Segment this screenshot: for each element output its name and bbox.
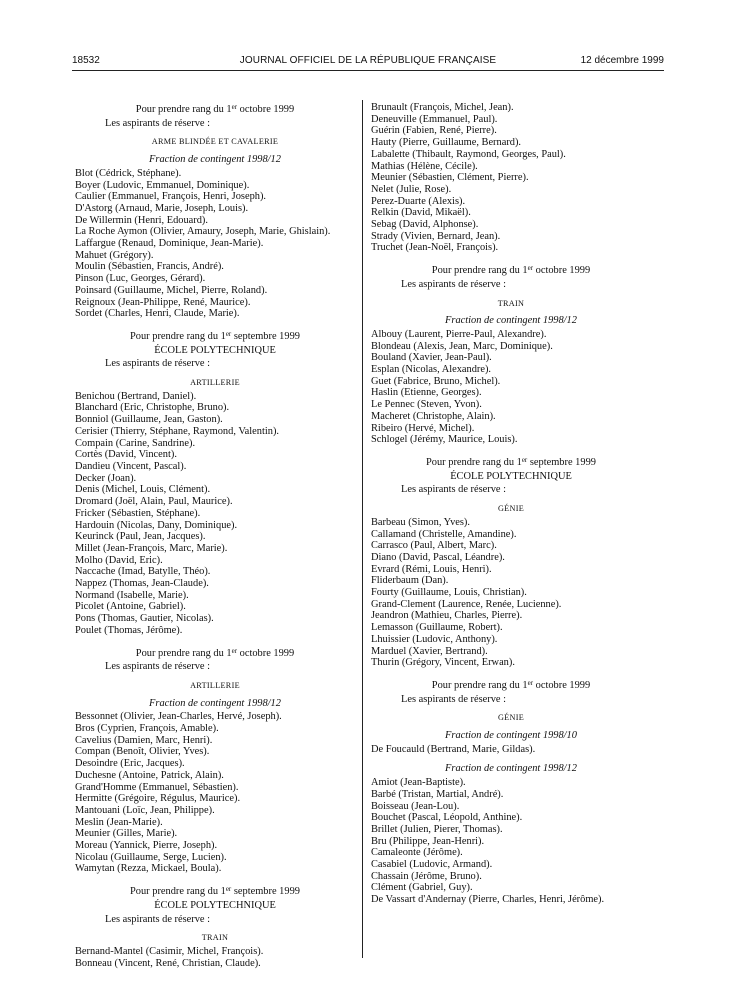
name-entry: Cavelius (Damien, Marc, Henri). [75, 734, 213, 746]
name-entry: Compain (Carine, Sandrine). [75, 437, 196, 449]
name-entry: Fourty (Guillaume, Louis, Christian). [371, 587, 527, 599]
arme-heading: ARTILLERIE [190, 378, 240, 388]
name-entry: Bernand-Mantel (Casimir, Michel, François). [75, 946, 264, 957]
name-entry: Naccache (Imad, Batylle, Théo). [75, 566, 211, 578]
arme-heading: ARTILLERIE [190, 680, 240, 690]
arme-heading: ARME BLINDÉE ET CAVALERIE [151, 137, 279, 147]
page-header [72, 50, 664, 70]
ecole-heading: ÉCOLE POLYTECHNIQUE [154, 344, 276, 356]
aspirants-heading: Les aspirants de réserve : [105, 913, 211, 925]
name-entry: Diano (David, Pascal, Léandre). [371, 551, 505, 563]
name-entry: Wamytan (Rezza, Mickael, Boula). [75, 863, 222, 875]
name-entry: Mahuet (Grégory). [75, 249, 154, 261]
name-entry: Sebag (David, Alphonse). [371, 219, 479, 231]
page-number: 18532 [72, 55, 100, 66]
aspirants-heading: Les aspirants de réserve : [401, 693, 507, 705]
name-entry: Keurinck (Paul, Jean, Jacques). [75, 531, 206, 543]
name-entry: Poulet (Thomas, Jérôme). [75, 624, 183, 636]
name-entry: Perez-Duarte (Alexis). [371, 195, 466, 207]
name-entry: Relkin (David, Mikaël). [371, 207, 471, 219]
name-entry: Cerisier (Thierry, Stéphane, Raymond, Valentin). [75, 425, 280, 437]
name-entry: Pinson (Luc, Georges, Gérard). [75, 273, 206, 285]
name-entry: Chassain (Jérôme, Bruno). [371, 870, 482, 882]
arme-heading: GÉNIE [497, 504, 525, 514]
name-entry: Reignoux (Jean-Philippe, René, Maurice). [75, 296, 251, 308]
name-entry: Bros (Cyprien, François, Amable). [75, 723, 219, 735]
rang-heading: Pour prendre rang du 1er septembre 1999 [130, 329, 300, 342]
name-entry: Normand (Isabelle, Marie). [75, 589, 189, 601]
name-entry: Meunier (Sébastien, Clément, Pierre). [371, 172, 529, 184]
name-entry: Mathias (Hélène, Cécile). [371, 160, 478, 172]
name-entry: Bessonnet (Olivier, Jean-Charles, Hervé, Joseph). [75, 711, 282, 723]
name-list [75, 168, 355, 320]
name-entry: Boisseau (Jean-Lou). [371, 800, 460, 812]
name-entry: Lhuissier (Ludovic, Anthony). [371, 633, 498, 645]
ecole-heading: ÉCOLE POLYTECHNIQUE [450, 470, 572, 482]
name-entry: Albouy (Laurent, Pierre-Paul, Alexandre). [371, 328, 547, 340]
name-entry: Barbeau (Simon, Yves). [371, 516, 470, 528]
name-entry: Benichou (Bertrand, Daniel). [75, 390, 197, 402]
name-entry: Poinsard (Guillaume, Michel, Pierre, Roland). [75, 284, 268, 296]
name-entry: Fricker (Sébastien, Stéphane). [75, 507, 201, 519]
name-entry: Grand'Homme (Emmanuel, Sébastien). [75, 781, 239, 793]
name-entry: Haslin (Etienne, Georges). [371, 387, 482, 399]
name-entry: Nicolau (Guillaume, Serge, Lucien). [75, 851, 227, 863]
name-entry: Moulin (Sébastien, Francis, André). [75, 261, 224, 273]
name-entry: Moreau (Yannick, Pierre, Joseph). [75, 840, 218, 852]
left-column [75, 102, 355, 969]
name-entry: Brunault (François, Michel, Jean). [371, 102, 514, 113]
name-entry: Hardouin (Nicolas, Dany, Dominique). [75, 519, 238, 531]
name-entry: D'Astorg (Arnaud, Marie, Joseph, Louis). [75, 202, 249, 214]
name-list [371, 744, 651, 756]
name-entry: Cortès (David, Vincent). [75, 449, 177, 461]
name-entry: Guérin (Fabien, René, Pierre). [371, 125, 497, 137]
name-list [371, 102, 651, 254]
name-entry: Le Pennec (Steven, Yvon). [371, 399, 482, 411]
name-entry: Dandieu (Vincent, Pascal). [75, 460, 187, 472]
name-entry: De Foucauld (Bertrand, Marie, Gildas). [371, 743, 536, 755]
name-entry: Evrard (Rémi, Louis, Henri). [371, 563, 492, 575]
right-column [371, 102, 651, 906]
rang-heading: Pour prendre rang du 1er septembre 1999 [130, 885, 300, 898]
name-entry: Brillet (Julien, Pierer, Thomas). [371, 823, 503, 835]
name-entry: De Vassart d'Andernay (Pierre, Charles, Henri, Jérôme). [371, 894, 605, 906]
name-entry: Bonneau (Vincent, René, Christian, Claude). [75, 957, 261, 969]
fraction-heading: Fraction de contingent 1998/10 [445, 730, 577, 742]
name-entry: Blondeau (Alexis, Jean, Marc, Dominique). [371, 340, 553, 352]
name-entry: Callamand (Christelle, Amandine). [371, 528, 517, 540]
name-list [75, 391, 355, 637]
name-entry: Deneuville (Emmanuel, Paul). [371, 113, 498, 125]
name-list [371, 777, 651, 906]
name-entry: Blot (Cédrick, Stéphane). [75, 167, 182, 179]
fraction-heading: Fraction de contingent 1998/12 [445, 763, 577, 775]
name-entry: Truchet (Jean-Noël, François). [371, 242, 499, 254]
name-entry: Hermitte (Grégoire, Régulus, Maurice). [75, 793, 241, 805]
fraction-heading: Fraction de contingent 1998/12 [149, 697, 281, 709]
name-entry: Hauty (Pierre, Guillaume, Bernard). [371, 137, 522, 149]
name-entry: Bru (Philippe, Jean-Henri). [371, 835, 485, 847]
rang-heading: Pour prendre rang du 1er octobre 1999 [431, 678, 591, 691]
header-rule [72, 70, 664, 71]
name-list [75, 946, 355, 969]
name-list [75, 711, 355, 875]
name-entry: Sordet (Charles, Henri, Claude, Marie). [75, 308, 240, 320]
name-entry: Meslin (Jean-Marie). [75, 816, 163, 828]
fraction-heading: Fraction de contingent 1998/12 [445, 315, 577, 327]
name-entry: Barbé (Tristan, Martial, André). [371, 788, 504, 800]
name-entry: Meunier (Gilles, Marie). [75, 828, 178, 840]
name-entry: Mantouani (Loïc, Jean, Philippe). [75, 804, 215, 816]
aspirants-heading: Les aspirants de réserve : [401, 278, 507, 290]
name-entry: Nappez (Thomas, Jean-Claude). [75, 578, 209, 590]
name-entry: Strady (Vivien, Bernard, Jean). [371, 230, 501, 242]
name-entry: Bonniol (Guillaume, Jean, Gaston). [75, 414, 223, 426]
rang-heading: Pour prendre rang du 1er octobre 1999 [431, 264, 591, 277]
name-entry: Desoindre (Eric, Jacques). [75, 758, 185, 770]
name-entry: Camaleonte (Jérôme). [371, 847, 463, 859]
name-entry: Guet (Fabrice, Bruno, Michel). [371, 375, 501, 387]
name-entry: Esplan (Nicolas, Alexandre). [371, 364, 492, 376]
name-entry: Marduel (Xavier, Bertrand). [371, 645, 488, 657]
name-entry: De Willermin (Henri, Edouard). [75, 214, 208, 226]
rang-heading: Pour prendre rang du 1er octobre 1999 [135, 646, 295, 659]
name-entry: Millet (Jean-François, Marc, Marie). [75, 542, 228, 554]
name-list [371, 517, 651, 669]
name-entry: Nelet (Julie, Rose). [371, 183, 452, 195]
name-entry: La Roche Aymon (Olivier, Amaury, Joseph, Marie, Ghislain). [75, 226, 331, 238]
name-entry: Bouland (Xavier, Jean-Paul). [371, 352, 492, 364]
aspirants-heading: Les aspirants de réserve : [105, 117, 211, 129]
name-entry: Lemasson (Guillaume, Robert). [371, 622, 503, 634]
name-entry: Schlogel (Jérémy, Maurice, Louis). [371, 434, 518, 446]
name-entry: Dromard (Joël, Alain, Paul, Maurice). [75, 496, 233, 508]
name-entry: Labalette (Thibault, Raymond, Georges, Paul). [371, 148, 566, 160]
name-entry: Casabiel (Ludovic, Armand). [371, 859, 493, 871]
name-entry: Caulier (Emmanuel, François, Henri, Joseph). [75, 191, 267, 203]
rang-heading: Pour prendre rang du 1er octobre 1999 [135, 103, 295, 115]
name-entry: Blanchard (Eric, Christophe, Bruno). [75, 402, 230, 414]
name-entry: Macheret (Christophe, Alain). [371, 410, 496, 422]
name-entry: Fliderbaum (Dan). [371, 575, 449, 587]
name-entry: Bouchet (Pascal, Léopold, Anthine). [371, 812, 523, 824]
name-entry: Carrasco (Paul, Albert, Marc). [371, 540, 497, 552]
name-entry: Duchesne (Antoine, Patrick, Alain). [75, 769, 224, 781]
rang-heading: Pour prendre rang du 1er septembre 1999 [426, 455, 596, 468]
ecole-heading: ÉCOLE POLYTECHNIQUE [154, 899, 276, 911]
name-list [371, 329, 651, 446]
aspirants-heading: Les aspirants de réserve : [105, 661, 211, 673]
publication-date: 12 décembre 1999 [580, 55, 664, 66]
name-entry: Jeandron (Mathieu, Charles, Pierre). [371, 610, 523, 622]
name-entry: Boyer (Ludovic, Emmanuel, Dominique). [75, 179, 250, 191]
name-entry: Laffargue (Renaud, Dominique, Jean-Marie). [75, 238, 264, 250]
name-entry: Compan (Benoît, Olivier, Yves). [75, 746, 210, 758]
name-entry: Molho (David, Eric). [75, 554, 163, 566]
name-entry: Clément (Gabriel, Guy). [371, 882, 473, 894]
name-entry: Picolet (Antoine, Gabriel). [75, 601, 186, 613]
name-entry: Ribeiro (Hervé, Michel). [371, 422, 475, 434]
name-entry: Thurin (Grégory, Vincent, Erwan). [371, 657, 515, 669]
column-divider [362, 100, 363, 958]
arme-heading: GÉNIE [497, 713, 525, 723]
name-entry: Amiot (Jean-Baptiste). [371, 777, 466, 789]
name-entry: Denis (Michel, Louis, Clément). [75, 484, 211, 496]
name-entry: Pons (Thomas, Gautier, Nicolas). [75, 613, 214, 625]
arme-heading: TRAIN [497, 298, 525, 308]
name-entry: Decker (Joan). [75, 472, 137, 484]
fraction-heading: Fraction de contingent 1998/12 [149, 154, 281, 166]
journal-title: JOURNAL OFFICIEL DE LA RÉPUBLIQUE FRANÇAISE [239, 55, 497, 66]
aspirants-heading: Les aspirants de réserve : [401, 484, 507, 496]
aspirants-heading: Les aspirants de réserve : [105, 358, 211, 370]
arme-heading: TRAIN [201, 933, 229, 943]
name-entry: Grand-Clement (Laurence, Renée, Lucienne). [371, 598, 562, 610]
